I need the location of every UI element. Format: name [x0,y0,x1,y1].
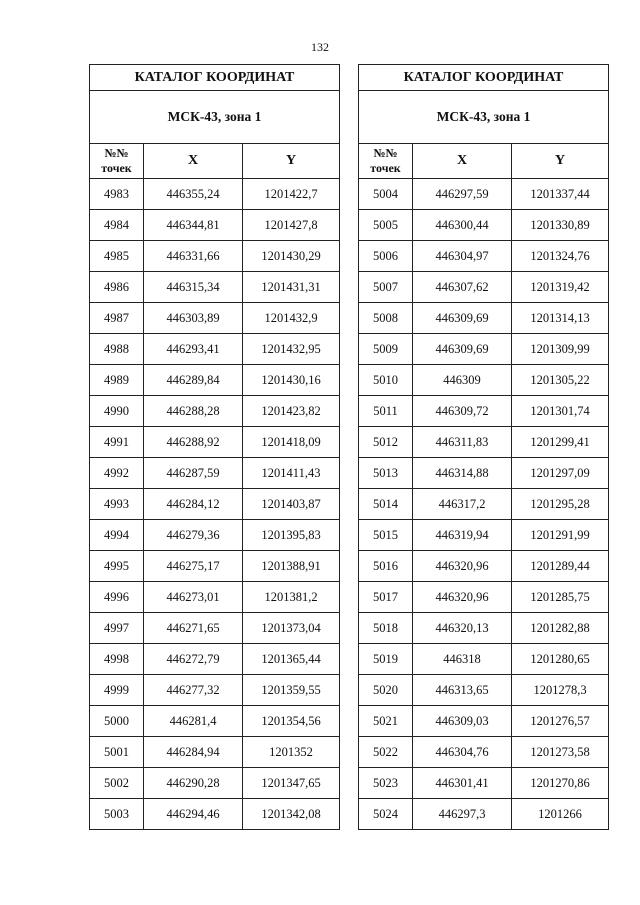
table-row [90,396,340,427]
point-number-cell: 4991 [90,427,144,458]
y-coordinate-cell: 1201430,29 [243,241,340,272]
y-coordinate-cell: 1201388,91 [243,551,340,582]
page-number: 132 [311,40,329,54]
table-row [90,303,340,334]
x-coordinate-cell: 446277,32 [144,675,243,706]
x-coordinate-cell: 446288,92 [144,427,243,458]
table-row [359,365,609,396]
point-number-cell: 4984 [90,210,144,241]
point-number-cell: 4994 [90,520,144,551]
y-coordinate-cell: 1201314,13 [512,303,609,334]
y-coordinate-cell: 1201337,44 [512,179,609,210]
table-row [90,241,340,272]
table-row [359,210,609,241]
catalog-subtitle: МСК-43, зона 1 [359,91,609,144]
point-number-cell: 5002 [90,768,144,799]
x-coordinate-cell: 446320,96 [413,551,512,582]
point-number-cell: 5015 [359,520,413,551]
y-coordinate-cell: 1201266 [512,799,609,830]
y-coordinate-cell: 1201373,04 [243,613,340,644]
x-coordinate-cell: 446297,59 [413,179,512,210]
point-number-cell: 4993 [90,489,144,520]
table-row [359,706,609,737]
point-number-cell: 5021 [359,706,413,737]
x-coordinate-cell: 446289,84 [144,365,243,396]
y-coordinate-cell: 1201431,31 [243,272,340,303]
point-number-cell: 4985 [90,241,144,272]
point-number-cell: 5020 [359,675,413,706]
x-coordinate-cell: 446307,62 [413,272,512,303]
x-coordinate-cell: 446304,97 [413,241,512,272]
point-number-cell: 4988 [90,334,144,365]
table-row [359,396,609,427]
y-coordinate-cell: 1201299,41 [512,427,609,458]
table-row [359,520,609,551]
table-row [359,675,609,706]
y-coordinate-cell: 1201301,74 [512,396,609,427]
table-row [359,241,609,272]
x-coordinate-cell: 446344,81 [144,210,243,241]
y-coordinate-cell: 1201276,57 [512,706,609,737]
table-row [90,613,340,644]
point-number-cell: 5007 [359,272,413,303]
table-row [90,737,340,768]
point-number-cell: 5005 [359,210,413,241]
point-number-cell: 5003 [90,799,144,830]
catalog-title: КАТАЛОГ КООРДИНАТ [90,65,340,91]
y-coordinate-cell: 1201319,42 [512,272,609,303]
y-coordinate-cell: 1201295,28 [512,489,609,520]
table-row [90,458,340,489]
table-row [90,489,340,520]
x-coordinate-cell: 446320,96 [413,582,512,613]
x-coordinate-cell: 446273,01 [144,582,243,613]
y-coordinate-cell: 1201278,3 [512,675,609,706]
point-number-header-line1: №№ [373,146,398,160]
y-coordinate-cell: 1201289,44 [512,551,609,582]
x-coordinate-cell: 446284,94 [144,737,243,768]
y-coordinate-cell: 1201280,65 [512,644,609,675]
x-coordinate-cell: 446275,17 [144,551,243,582]
table-row [90,210,340,241]
table-row [90,644,340,675]
table-row [359,799,609,830]
point-number-cell: 4997 [90,613,144,644]
y-coordinate-cell: 1201365,44 [243,644,340,675]
y-coordinate-cell: 1201297,09 [512,458,609,489]
x-coordinate-cell: 446281,4 [144,706,243,737]
point-number-cell: 4990 [90,396,144,427]
table-row [90,675,340,706]
y-coordinate-cell: 1201418,09 [243,427,340,458]
x-coordinate-cell: 446313,65 [413,675,512,706]
point-number-cell: 5023 [359,768,413,799]
x-coordinate-cell: 446301,41 [413,768,512,799]
y-coordinate-cell: 1201422,7 [243,179,340,210]
y-header: Y [243,144,340,179]
table-row [359,737,609,768]
y-header: Y [512,144,609,179]
x-coordinate-cell: 446294,46 [144,799,243,830]
x-coordinate-cell: 446317,2 [413,489,512,520]
point-number-cell: 5022 [359,737,413,768]
x-coordinate-cell: 446303,89 [144,303,243,334]
y-coordinate-cell: 1201330,89 [512,210,609,241]
y-coordinate-cell: 1201285,75 [512,582,609,613]
point-number-cell: 5008 [359,303,413,334]
table-row [90,582,340,613]
x-coordinate-cell: 446320,13 [413,613,512,644]
point-number-cell: 5001 [90,737,144,768]
y-coordinate-cell: 1201430,16 [243,365,340,396]
x-coordinate-cell: 446355,24 [144,179,243,210]
point-number-cell: 5019 [359,644,413,675]
x-coordinate-cell: 446271,65 [144,613,243,644]
point-number-cell: 4987 [90,303,144,334]
x-coordinate-cell: 446309,69 [413,303,512,334]
y-coordinate-cell: 1201403,87 [243,489,340,520]
table-row [359,613,609,644]
y-coordinate-cell: 1201291,99 [512,520,609,551]
x-coordinate-cell: 446304,76 [413,737,512,768]
table-row [90,799,340,830]
point-number-cell: 5006 [359,241,413,272]
x-coordinate-cell: 446287,59 [144,458,243,489]
table-row [359,179,609,210]
y-coordinate-cell: 1201347,65 [243,768,340,799]
y-coordinate-cell: 1201324,76 [512,241,609,272]
x-coordinate-cell: 446309,72 [413,396,512,427]
point-number-cell: 4995 [90,551,144,582]
table-row [90,179,340,210]
table-row [90,365,340,396]
table-row [90,520,340,551]
x-coordinate-cell: 446318 [413,644,512,675]
x-coordinate-cell: 446315,34 [144,272,243,303]
table-row [359,334,609,365]
y-coordinate-cell: 1201352 [243,737,340,768]
catalog-title: КАТАЛОГ КООРДИНАТ [359,65,609,91]
table-row [359,582,609,613]
catalog-subtitle: МСК-43, зона 1 [90,91,340,144]
point-number-cell: 5017 [359,582,413,613]
point-number-cell: 5018 [359,613,413,644]
point-number-cell: 4992 [90,458,144,489]
x-coordinate-cell: 446297,3 [413,799,512,830]
point-number-header-line2: точек [370,161,401,175]
x-coordinate-cell: 446272,79 [144,644,243,675]
table-row [359,303,609,334]
table-row [359,458,609,489]
point-number-cell: 5016 [359,551,413,582]
table-row [90,334,340,365]
y-coordinate-cell: 1201305,22 [512,365,609,396]
x-coordinate-cell: 446309,03 [413,706,512,737]
table-row [90,768,340,799]
x-coordinate-cell: 446284,12 [144,489,243,520]
point-number-cell: 5014 [359,489,413,520]
y-coordinate-cell: 1201432,95 [243,334,340,365]
x-coordinate-cell: 446293,41 [144,334,243,365]
x-coordinate-cell: 446309 [413,365,512,396]
point-number-cell: 4986 [90,272,144,303]
table-row [90,706,340,737]
point-number-header-line2: точек [101,161,132,175]
x-coordinate-cell: 446314,88 [413,458,512,489]
point-number-cell: 5010 [359,365,413,396]
table-row [90,272,340,303]
table-row [359,489,609,520]
y-coordinate-cell: 1201411,43 [243,458,340,489]
y-coordinate-cell: 1201273,58 [512,737,609,768]
coordinate-catalog-table-right [358,64,609,830]
y-coordinate-cell: 1201395,83 [243,520,340,551]
x-coordinate-cell: 446319,94 [413,520,512,551]
point-number-cell: 5004 [359,179,413,210]
point-number-cell: 5012 [359,427,413,458]
y-coordinate-cell: 1201359,55 [243,675,340,706]
x-header: X [413,144,512,179]
y-coordinate-cell: 1201427,8 [243,210,340,241]
y-coordinate-cell: 1201282,88 [512,613,609,644]
table-row [359,768,609,799]
y-coordinate-cell: 1201381,2 [243,582,340,613]
point-number-cell: 4999 [90,675,144,706]
y-coordinate-cell: 1201309,99 [512,334,609,365]
point-number-cell: 5000 [90,706,144,737]
point-number-header [359,144,413,179]
x-coordinate-cell: 446311,83 [413,427,512,458]
table-row [359,427,609,458]
x-coordinate-cell: 446331,66 [144,241,243,272]
x-coordinate-cell: 446300,44 [413,210,512,241]
point-number-cell: 5024 [359,799,413,830]
table-row [90,551,340,582]
point-number-cell: 4996 [90,582,144,613]
point-number-cell: 5011 [359,396,413,427]
table-row [90,427,340,458]
point-number-cell: 4989 [90,365,144,396]
x-coordinate-cell: 446290,28 [144,768,243,799]
y-coordinate-cell: 1201270,86 [512,768,609,799]
coordinate-catalog-table-left [89,64,340,830]
point-number-cell: 4983 [90,179,144,210]
x-coordinate-cell: 446279,36 [144,520,243,551]
x-coordinate-cell: 446309,69 [413,334,512,365]
y-coordinate-cell: 1201423,82 [243,396,340,427]
point-number-cell: 5013 [359,458,413,489]
point-number-cell: 5009 [359,334,413,365]
x-coordinate-cell: 446288,28 [144,396,243,427]
table-row [359,272,609,303]
y-coordinate-cell: 1201432,9 [243,303,340,334]
y-coordinate-cell: 1201342,08 [243,799,340,830]
point-number-header [90,144,144,179]
table-row [359,551,609,582]
point-number-header-line1: №№ [104,146,129,160]
x-header: X [144,144,243,179]
point-number-cell: 4998 [90,644,144,675]
y-coordinate-cell: 1201354,56 [243,706,340,737]
table-row [359,644,609,675]
